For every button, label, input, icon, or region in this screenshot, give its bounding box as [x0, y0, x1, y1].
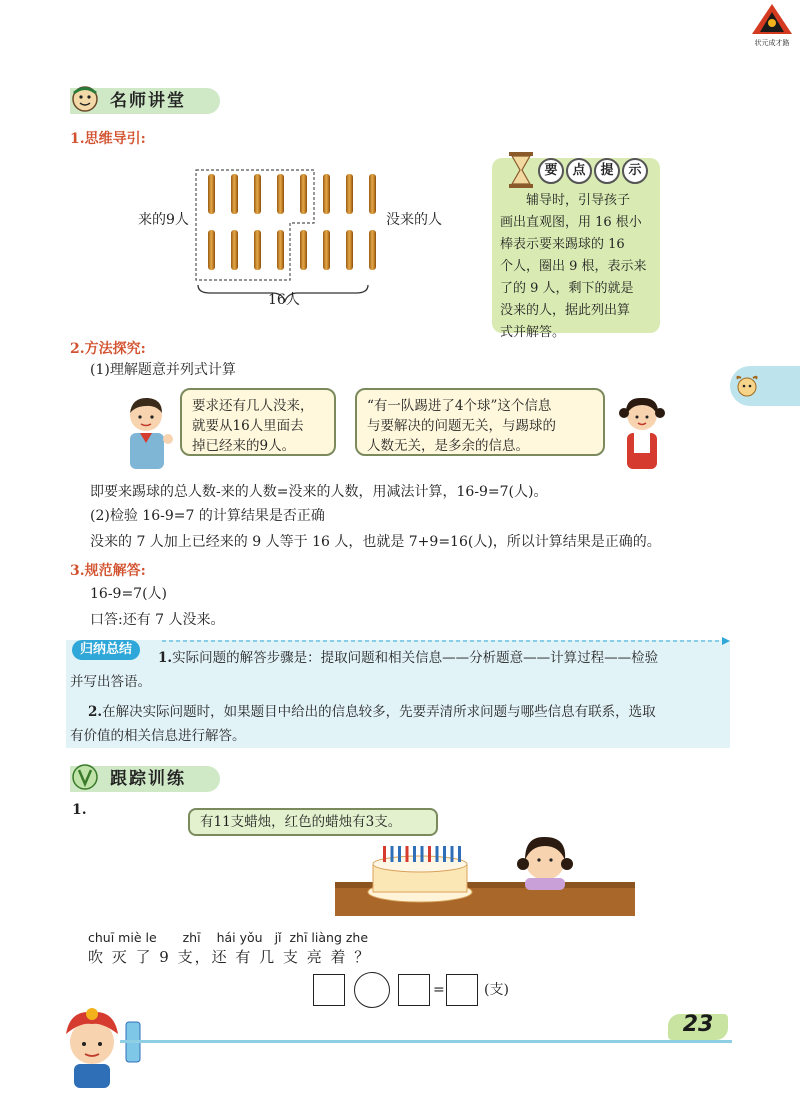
candle	[421, 846, 424, 862]
hourglass-icon	[506, 150, 536, 190]
answer-reply: 口答:还有 7 人没来。	[90, 612, 225, 628]
counting-rod	[254, 174, 261, 214]
summary-badge: 归纳总结	[72, 640, 140, 660]
counting-rod	[300, 230, 307, 270]
counting-rod	[369, 174, 376, 214]
candle	[436, 846, 439, 862]
candle	[398, 846, 401, 862]
summary-text	[70, 646, 726, 748]
exercise-bubble-text: 有11支蜡烛，红色的蜡烛有3支。	[200, 814, 402, 830]
answer-equation: 16-9=7(人)	[90, 586, 168, 602]
method-title: 2.方法探究:	[70, 341, 146, 357]
operator-circle[interactable]	[354, 972, 390, 1008]
teacher-mascot-icon	[70, 84, 100, 114]
candle	[406, 846, 409, 862]
total-label: 16人	[268, 292, 300, 308]
footer-mascot-illustration	[52, 1000, 172, 1090]
answer-box-1[interactable]	[313, 974, 345, 1006]
section-title: 跟踪训练	[70, 766, 220, 792]
summary-top-rule	[66, 636, 730, 646]
pinyin: hái yǒu	[216, 930, 263, 945]
candle	[458, 846, 461, 862]
practice-mascot-icon	[70, 762, 100, 792]
pinyin: zhī	[182, 930, 201, 945]
candle	[391, 846, 394, 862]
candle	[383, 846, 386, 862]
section-banner-practice	[70, 766, 220, 792]
equals-sign: =	[433, 982, 445, 998]
section-banner-teacher	[70, 88, 220, 114]
thinking-title: 1.思维导引:	[70, 131, 146, 147]
summary-line: 实际问题的解答步骤是：提取问题和相关信息——分析题意——计算过程——检验	[172, 650, 659, 666]
logo-triangle-icon	[750, 2, 794, 36]
candle	[443, 846, 446, 862]
counting-rod	[254, 230, 261, 270]
exercise-question: 吹 灭 了 9 支，还 有 几 支 亮 着 ？	[88, 948, 372, 966]
pinyin: zhī liàng zhe	[289, 930, 369, 945]
counting-rod	[277, 230, 284, 270]
counting-rod	[208, 230, 215, 270]
bubble-boy	[180, 388, 336, 456]
step2-text: (2)检验 16-9=7 的计算结果是否正确	[90, 508, 325, 524]
bubble-line: 要求还有几人没来，	[192, 398, 314, 414]
counting-rod	[277, 174, 284, 214]
bubble-line: “有一队踢进了4个球”这个信息	[367, 398, 552, 414]
pinyin: jǐ	[274, 930, 282, 945]
bubble-line: 与要解决的问题无关，与踢球的	[367, 418, 556, 434]
answer-box-2[interactable]	[398, 974, 430, 1006]
counting-rod	[346, 174, 353, 214]
came-label: 来的9人	[138, 212, 189, 228]
counting-rod	[231, 174, 238, 214]
tip-line: 式并解答。	[500, 325, 566, 340]
summary-line: 并写出答语。	[70, 674, 151, 690]
tip-badges	[538, 158, 650, 184]
tip-line: 辅导时，引导孩子	[526, 193, 631, 208]
bubble-line: 就要从16人里面去	[192, 418, 304, 434]
pinyin: chuī miè le	[88, 930, 157, 945]
bubble-girl	[355, 388, 605, 456]
bubble-line: 人数无关，是多余的信息。	[367, 438, 529, 454]
answer-title: 3.规范解答:	[70, 563, 146, 579]
tip-line: 没来的人，据此列出算	[500, 303, 631, 318]
logo-text: 状元成才路	[754, 39, 790, 47]
summary-line: 在解决实际问题时，如果题目中给出的信息较多，先要弄清所求问题与哪些信息有联系，选取	[102, 704, 656, 720]
counting-rod	[323, 174, 330, 214]
tip-badge: 示	[622, 158, 648, 184]
summary-num: 2.	[88, 704, 103, 720]
answer-box-3[interactable]	[446, 974, 478, 1006]
method-line2: 没来的 7 人加上已经来的 9 人等于 16 人，也就是 7+9=16(人)，所以计算结果是正确的。	[90, 534, 661, 550]
tip-text	[500, 190, 658, 344]
step1-text: (1)理解题意并列式计算	[90, 362, 236, 378]
section-title: 名师讲堂	[70, 88, 220, 114]
boy-illustration	[118, 393, 178, 473]
girl-illustration	[612, 393, 672, 473]
page-number: 23	[682, 1012, 714, 1037]
cake-scene	[335, 832, 635, 916]
tip-line: 个人，圈出 9 根，表示来	[500, 259, 647, 274]
footer-rule	[120, 1040, 732, 1043]
pinyin-row	[88, 930, 368, 945]
tip-badge: 要	[538, 158, 564, 184]
bubble-line: 掉已经来的9人。	[192, 438, 296, 454]
tip-line: 棒表示要来踢球的 16	[500, 237, 625, 252]
publisher-logo	[750, 2, 794, 46]
method-line1: 即要来踢球的总人数-来的人数=没来的人数，用减法计算，16-9=7(人)。	[90, 484, 548, 500]
counting-rod	[300, 174, 307, 214]
counting-rod	[231, 230, 238, 270]
counting-rod	[346, 230, 353, 270]
answer-unit: (支)	[484, 982, 509, 998]
counting-rod	[323, 230, 330, 270]
summary-line: 有价值的相关信息进行解答。	[70, 728, 246, 744]
tip-badge: 点	[566, 158, 592, 184]
candle	[451, 846, 454, 862]
ox-head-icon	[734, 373, 760, 399]
counting-rod	[369, 230, 376, 270]
absent-label: 没来的人	[386, 212, 442, 228]
tip-line: 画出直观图，用 16 根小	[500, 215, 642, 230]
candle	[428, 846, 431, 862]
exercise-number: 1.	[72, 802, 87, 818]
summary-num: 1.	[158, 650, 173, 666]
tip-line: 了的 9 人，剩下的就是	[500, 281, 634, 296]
counting-rod	[208, 174, 215, 214]
tip-badge: 提	[594, 158, 620, 184]
candle	[413, 846, 416, 862]
